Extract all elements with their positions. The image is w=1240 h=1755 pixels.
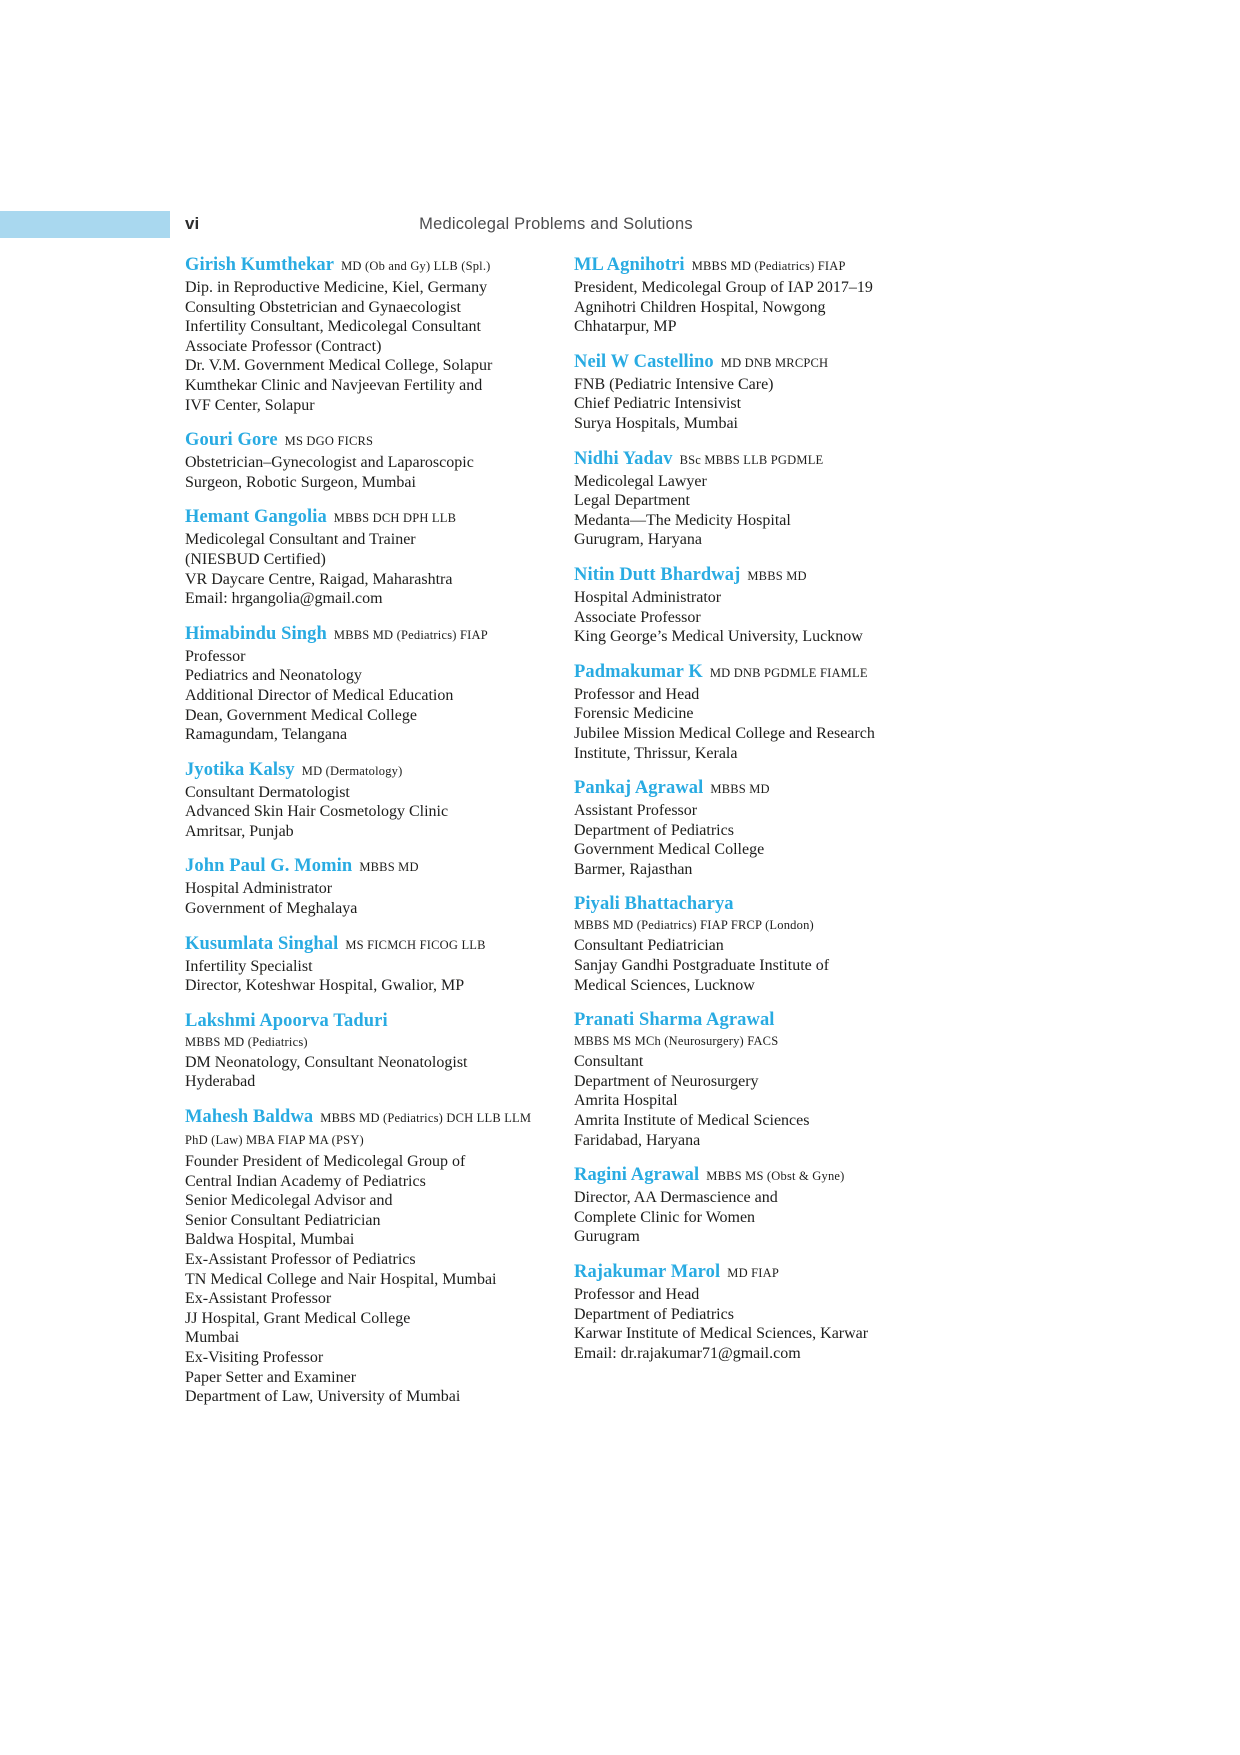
contributor-entry bbox=[574, 351, 927, 434]
contributor-head bbox=[574, 564, 927, 587]
contributor-detail-line: Hospital Administrator bbox=[185, 880, 333, 898]
contributor-degrees: MBBS MD (Pediatrics) FIAP bbox=[333, 627, 488, 642]
contributor-head bbox=[185, 855, 538, 878]
contributor-detail-line: Consulting Obstetrician and Gynaecologist bbox=[185, 298, 461, 316]
contributor-detail-line: Mumbai bbox=[185, 1329, 240, 1347]
contributor-degrees: MD DNB PGDMLE FIAMLE bbox=[709, 665, 868, 680]
contributors-list bbox=[185, 254, 927, 1421]
contributor-detail-line: Ex-Assistant Professor bbox=[185, 1290, 332, 1308]
contributor-detail-line: Consultant Pediatrician bbox=[574, 937, 724, 955]
contributor-detail-line: Founder President of Medicolegal Group of bbox=[185, 1153, 466, 1171]
contributor-entry bbox=[185, 623, 538, 745]
contributor-detail-line: Medanta—The Medicity Hospital bbox=[574, 511, 791, 529]
contributor-degrees: MBBS MS (Obst & Gyne) bbox=[706, 1169, 845, 1184]
contributor-entry bbox=[185, 933, 538, 996]
contributor-detail-line: King George’s Medical University, Lucknow bbox=[574, 628, 863, 646]
contributor-detail-line: Ex-Visiting Professor bbox=[185, 1348, 324, 1366]
contributor-name: Hemant Gangolia bbox=[185, 507, 327, 528]
contributor-detail-line: Additional Director of Medical Education bbox=[185, 686, 454, 704]
contributor-detail-line: Pediatrics and Neonatology bbox=[185, 667, 362, 685]
contributor-name: ML Agnihotri bbox=[574, 255, 685, 275]
contributor-detail-line: Hospital Administrator bbox=[574, 588, 722, 606]
contributor-degrees: MBBS MD bbox=[747, 568, 807, 583]
contributor-detail-line: VR Daycare Centre, Raigad, Maharashtra bbox=[185, 570, 453, 588]
contributor-head bbox=[185, 506, 538, 529]
contributor-head bbox=[185, 623, 538, 646]
contributor-detail-line: Ex-Assistant Professor of Pediatrics bbox=[185, 1251, 416, 1268]
contributor-entry bbox=[574, 1009, 927, 1150]
contributor-entry bbox=[185, 1106, 538, 1407]
contributor-name: Lakshmi Apoorva Taduri bbox=[185, 1010, 388, 1031]
contributor-entry bbox=[574, 1164, 927, 1247]
contributor-entry bbox=[185, 1010, 538, 1092]
contributor-head bbox=[574, 351, 927, 374]
contributor-detail-line: Faridabad, Haryana bbox=[574, 1131, 701, 1149]
contributor-detail-line: Department of Law, University of Mumbai bbox=[185, 1388, 461, 1406]
contributor-head bbox=[574, 448, 927, 471]
contributor-name: Nidhi Yadav bbox=[574, 448, 673, 469]
contributor-degrees: MD DNB MRCPCH bbox=[720, 355, 829, 370]
contributor-detail-line: Complete Clinic for Women bbox=[574, 1208, 756, 1226]
contributor-detail-line: President, Medicolegal Group of IAP 2017–19 bbox=[574, 279, 873, 296]
contributor-head bbox=[185, 254, 538, 277]
contributor-detail-line: Institute, Thrissur, Kerala bbox=[574, 744, 738, 762]
contributor-degrees: MS FICMCH FICOG LLB bbox=[345, 937, 486, 952]
contributor-head bbox=[185, 759, 538, 782]
contributor-detail-line: Advanced Skin Hair Cosmetology Clinic bbox=[185, 803, 449, 821]
contributor-detail-line: Jubilee Mission Medical College and Research bbox=[574, 724, 875, 742]
contributor-head bbox=[185, 1106, 538, 1151]
contributor-detail-line: Associate Professor bbox=[574, 608, 701, 626]
contributor-degrees: MD (Dermatology) bbox=[301, 763, 403, 778]
contributor-detail-line: Gurugram, Haryana bbox=[574, 531, 702, 549]
contributor-detail-line: Forensic Medicine bbox=[574, 705, 694, 723]
contributor-detail-line: Associate Professor (Contract) bbox=[185, 337, 382, 355]
contributor-degrees: MBBS MD (Pediatrics) DCH LLB LLM PhD (Law) MBA FIAP MA (PSY) bbox=[185, 1111, 532, 1148]
contributor-detail-line: DM Neonatology, Consultant Neonatologist bbox=[185, 1053, 468, 1071]
contributor-detail-line: Senior Consultant Pediatrician bbox=[185, 1211, 381, 1229]
contributor-detail-line: Amrita Hospital bbox=[574, 1092, 678, 1110]
contributor-entry bbox=[185, 254, 538, 415]
contributor-detail-line: Agnihotri Children Hospital, Nowgong bbox=[574, 298, 826, 316]
contributor-detail-line: Department of Neurosurgery bbox=[574, 1072, 759, 1090]
contributor-head bbox=[574, 1261, 927, 1284]
running-header-title: Medicolegal Problems and Solutions bbox=[419, 215, 693, 233]
contributor-head bbox=[574, 254, 927, 277]
contributor-detail-line: Chief Pediatric Intensivist bbox=[574, 395, 742, 413]
contributor-detail-line: Amrita Institute of Medical Sciences bbox=[574, 1112, 810, 1130]
contributor-detail-line: Dr. V.M. Government Medical College, Solapur bbox=[185, 357, 493, 375]
contributor-detail-line: Ramagundam, Telangana bbox=[185, 726, 348, 744]
contributor-detail-line: Paper Setter and Examiner bbox=[185, 1368, 357, 1386]
column-right bbox=[574, 254, 927, 1377]
contributor-detail-line: Obstetrician–Gynecologist and Laparoscopic bbox=[185, 454, 474, 472]
contributor-detail-line: Infertility Consultant, Medicolegal Consultant bbox=[185, 318, 481, 336]
contributor-name: Padmakumar K bbox=[574, 661, 703, 682]
contributor-head bbox=[574, 777, 927, 800]
contributor-name: John Paul G. Momin bbox=[185, 856, 353, 877]
running-header bbox=[185, 211, 927, 238]
contributor-name: Rajakumar Marol bbox=[574, 1262, 721, 1282]
contributor-head bbox=[574, 893, 927, 916]
contributor-detail-line: Medicolegal Lawyer bbox=[574, 472, 707, 490]
contributor-detail-line: Kumthekar Clinic and Navjeevan Fertility and bbox=[185, 376, 483, 394]
contributor-head bbox=[574, 1164, 927, 1187]
contributor-entry bbox=[574, 254, 927, 337]
contributor-detail-line: Department of Pediatrics bbox=[574, 1305, 734, 1323]
contributor-detail-line: FNB (Pediatric Intensive Care) bbox=[574, 375, 774, 393]
contributor-name: Mahesh Baldwa bbox=[185, 1107, 314, 1128]
contributor-detail-line: Chhatarpur, MP bbox=[574, 318, 677, 336]
contributor-head bbox=[185, 933, 538, 956]
contributor-detail-line: (NIESBUD Certified) bbox=[185, 550, 326, 568]
contributor-name: Girish Kumthekar bbox=[185, 255, 335, 275]
contributor-detail-line: TN Medical College and Nair Hospital, Mumbai bbox=[185, 1270, 497, 1288]
contributor-detail-line: Department of Pediatrics bbox=[574, 821, 734, 839]
contributor-degrees: BSc MBBS LLB PGDMLE bbox=[679, 452, 824, 467]
contributor-detail-line: Consultant bbox=[574, 1053, 644, 1071]
contributor-degrees: MBBS MD bbox=[710, 782, 770, 797]
contributor-name: Kusumlata Singhal bbox=[185, 933, 339, 954]
contributor-detail-line: Infertility Specialist bbox=[185, 957, 313, 975]
contributor-entry bbox=[185, 855, 538, 918]
contributor-detail-line: Assistant Professor bbox=[574, 802, 698, 820]
contributor-name: Pankaj Agrawal bbox=[574, 778, 704, 799]
contributor-name: Piyali Bhattacharya bbox=[574, 894, 734, 915]
contributor-detail-line: Email: hrgangolia@gmail.com bbox=[185, 590, 383, 608]
contributor-name: Ragini Agrawal bbox=[574, 1165, 700, 1186]
contributor-head bbox=[185, 429, 538, 452]
contributor-degrees: MD FIAP bbox=[727, 1266, 780, 1280]
contributor-detail-line: Hyderabad bbox=[185, 1073, 256, 1091]
contributor-detail-line: Dip. in Reproductive Medicine, Kiel, Germany bbox=[185, 279, 488, 296]
contributor-degrees: MBBS MD (Pediatrics) FIAP FRCP (London) bbox=[574, 918, 814, 933]
contributor-detail-line: Sanjay Gandhi Postgraduate Institute of bbox=[574, 957, 830, 975]
contributor-head bbox=[574, 661, 927, 684]
contributor-detail-line: Karwar Institute of Medical Sciences, Karwar bbox=[574, 1325, 869, 1343]
contributor-degrees: MD (Ob and Gy) LLB (Spl.) bbox=[341, 259, 491, 273]
contributor-entry bbox=[574, 893, 927, 995]
contributor-name: Jyotika Kalsy bbox=[185, 759, 295, 780]
column-left bbox=[185, 254, 538, 1421]
contributor-degrees: MBBS MD (Pediatrics) bbox=[185, 1034, 308, 1049]
contributor-detail-line: Gurugram bbox=[574, 1228, 640, 1246]
contributor-name: Himabindu Singh bbox=[185, 623, 327, 644]
contributor-degrees: MS DGO FICRS bbox=[284, 434, 374, 449]
contributor-head bbox=[185, 1010, 538, 1033]
contributor-entry bbox=[185, 506, 538, 608]
contributor-detail-line: Director, AA Dermascience and bbox=[574, 1189, 778, 1207]
contributor-entry bbox=[574, 661, 927, 763]
contributor-entry bbox=[185, 429, 538, 492]
contributor-entry bbox=[574, 1261, 927, 1363]
contributor-detail-line: Professor and Head bbox=[574, 1286, 700, 1303]
contributor-entry bbox=[574, 448, 927, 550]
contributor-detail-line: JJ Hospital, Grant Medical College bbox=[185, 1309, 411, 1327]
contributor-detail-line: Central Indian Academy of Pediatrics bbox=[185, 1172, 426, 1190]
contributor-detail-line: Legal Department bbox=[574, 492, 690, 510]
contributor-degrees: MBBS MD bbox=[359, 860, 419, 875]
contributor-degrees: MBBS MD (Pediatrics) FIAP bbox=[691, 259, 846, 273]
contributor-detail-line: Surgeon, Robotic Surgeon, Mumbai bbox=[185, 473, 416, 491]
contributor-detail-line: IVF Center, Solapur bbox=[185, 396, 315, 414]
contributor-entry bbox=[185, 759, 538, 842]
contributor-detail-line: Government of Meghalaya bbox=[185, 900, 358, 918]
contributor-name: Pranati Sharma Agrawal bbox=[574, 1010, 775, 1031]
contributor-entry bbox=[574, 564, 927, 647]
contributor-name: Neil W Castellino bbox=[574, 351, 714, 372]
header-accent-bar bbox=[0, 211, 170, 238]
contributor-detail-line: Amritsar, Punjab bbox=[185, 822, 294, 840]
contributor-detail-line: Medical Sciences, Lucknow bbox=[574, 976, 755, 994]
contributor-detail-line: Email: dr.rajakumar71@gmail.com bbox=[574, 1344, 801, 1362]
contributor-entry bbox=[574, 777, 927, 879]
contributor-detail-line: Baldwa Hospital, Mumbai bbox=[185, 1231, 355, 1249]
contributor-detail-line: Dean, Government Medical College bbox=[185, 706, 417, 724]
contributor-detail-line: Barmer, Rajasthan bbox=[574, 860, 693, 878]
contributor-degrees: MBBS DCH DPH LLB bbox=[333, 511, 457, 526]
contributor-name: Gouri Gore bbox=[185, 430, 278, 451]
contributor-detail-line: Medicolegal Consultant and Trainer bbox=[185, 531, 416, 549]
contributor-detail-line: Director, Koteshwar Hospital, Gwalior, MP bbox=[185, 977, 465, 995]
contributor-head bbox=[574, 1009, 927, 1032]
contributor-detail-line: Senior Medicolegal Advisor and bbox=[185, 1192, 393, 1210]
contributor-detail-line: Professor bbox=[185, 647, 246, 665]
page-number: vi bbox=[185, 214, 200, 233]
contributor-detail-line: Consultant Dermatologist bbox=[185, 783, 350, 801]
contributor-detail-line: Surya Hospitals, Mumbai bbox=[574, 414, 738, 432]
contributor-degrees: MBBS MS MCh (Neurosurgery) FACS bbox=[574, 1034, 779, 1049]
contributor-name: Nitin Dutt Bhardwaj bbox=[574, 564, 741, 585]
contributor-detail-line: Government Medical College bbox=[574, 841, 765, 859]
contributor-detail-line: Professor and Head bbox=[574, 685, 700, 703]
